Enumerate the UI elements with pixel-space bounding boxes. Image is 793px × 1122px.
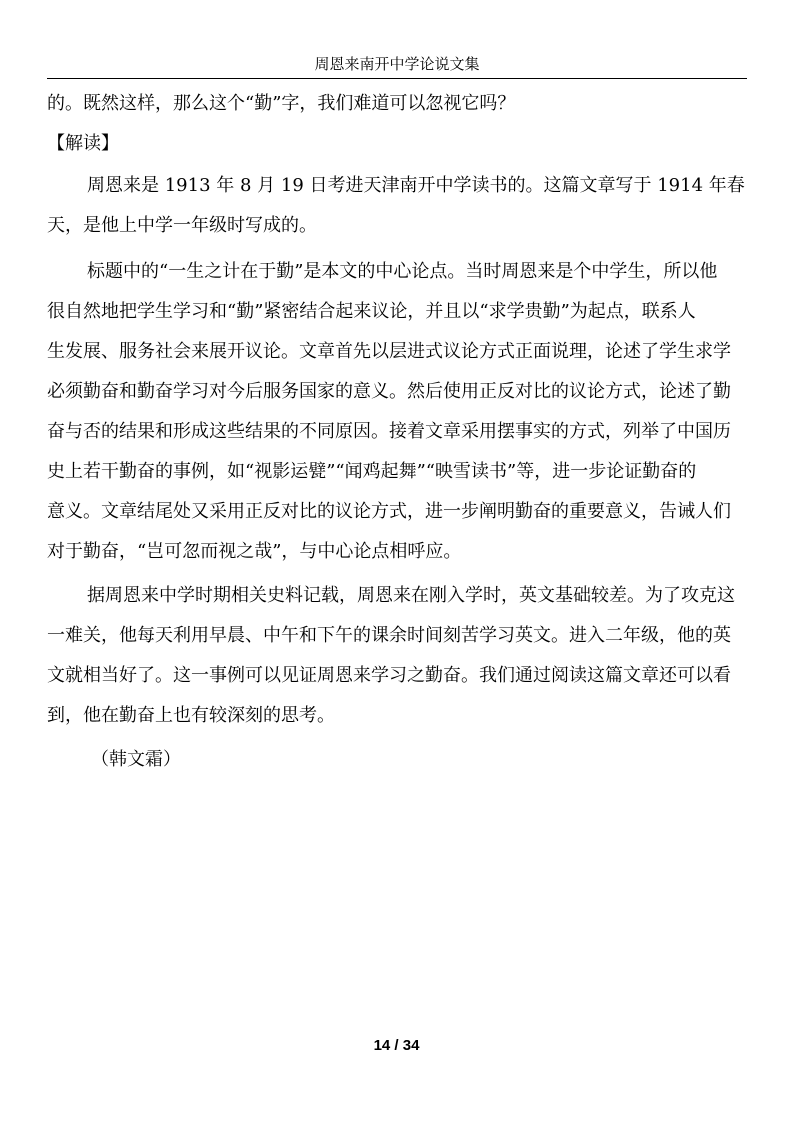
- text-line: 文就相当好了。这一事例可以见证周恩来学习之勤奋。我们通过阅读这篇文章还可以看: [47, 665, 731, 686]
- text-line: 的。既然这样，那么这个“勤”字，我们难道可以忽视它吗？: [47, 93, 516, 114]
- text-line: 史上若干勤奋的事例，如“视影运甓”“闻鸡起舞”“映雪读书”等，进一步论证勤奋的: [47, 461, 697, 482]
- text-line: 奋与否的结果和形成这些结果的不同原因。接着文章采用摆事实的方式，列举了中国历: [47, 421, 731, 442]
- text-line: 生发展、服务社会来展开议论。文章首先以层进式议论方式正面说理，论述了学生求学: [47, 341, 731, 362]
- page-number: 14 / 34: [373, 1037, 420, 1054]
- section-heading: 【解读】: [47, 133, 119, 154]
- text-line: 对于勤奋，“岂可忽而视之哉”，与中心论点相呼应。: [47, 541, 462, 562]
- text-line: 意义。文章结尾处又采用正反对比的议论方式，进一步阐明勤奋的重要意义，告诫人们: [47, 501, 731, 522]
- text-line: 周恩来是 1913 年 8 月 19 日考进天津南开中学读书的。这篇文章写于 1914 年春: [87, 175, 745, 196]
- text-line: 很自然地把学生学习和“勤”紧密结合起来议论，并且以“求学贵勤”为起点，联系人: [47, 301, 696, 322]
- text-line: 标题中的“一生之计在于勤”是本文的中心论点。当时周恩来是个中学生，所以他: [87, 261, 718, 282]
- document-body: [47, 84, 747, 780]
- author-signature: （韩文霜）: [91, 749, 181, 770]
- text-line: 天，是他上中学一年级时写成的。: [47, 215, 317, 236]
- text-line: 到，他在勤奋上也有较深刻的思考。: [47, 705, 335, 726]
- header-title: 周恩来南开中学论说文集: [314, 55, 480, 73]
- page-header: [47, 52, 747, 79]
- text-line: 必须勤奋和勤奋学习对今后服务国家的意义。然后使用正反对比的议论方式，论述了勤: [47, 381, 731, 402]
- text-line: 据周恩来中学时期相关史料记载，周恩来在刚入学时，英文基础较差。为了攻克这: [87, 585, 735, 606]
- text-line: 一难关，他每天利用早晨、中午和下午的课余时间刻苦学习英文。进入二年级，他的英: [47, 625, 731, 646]
